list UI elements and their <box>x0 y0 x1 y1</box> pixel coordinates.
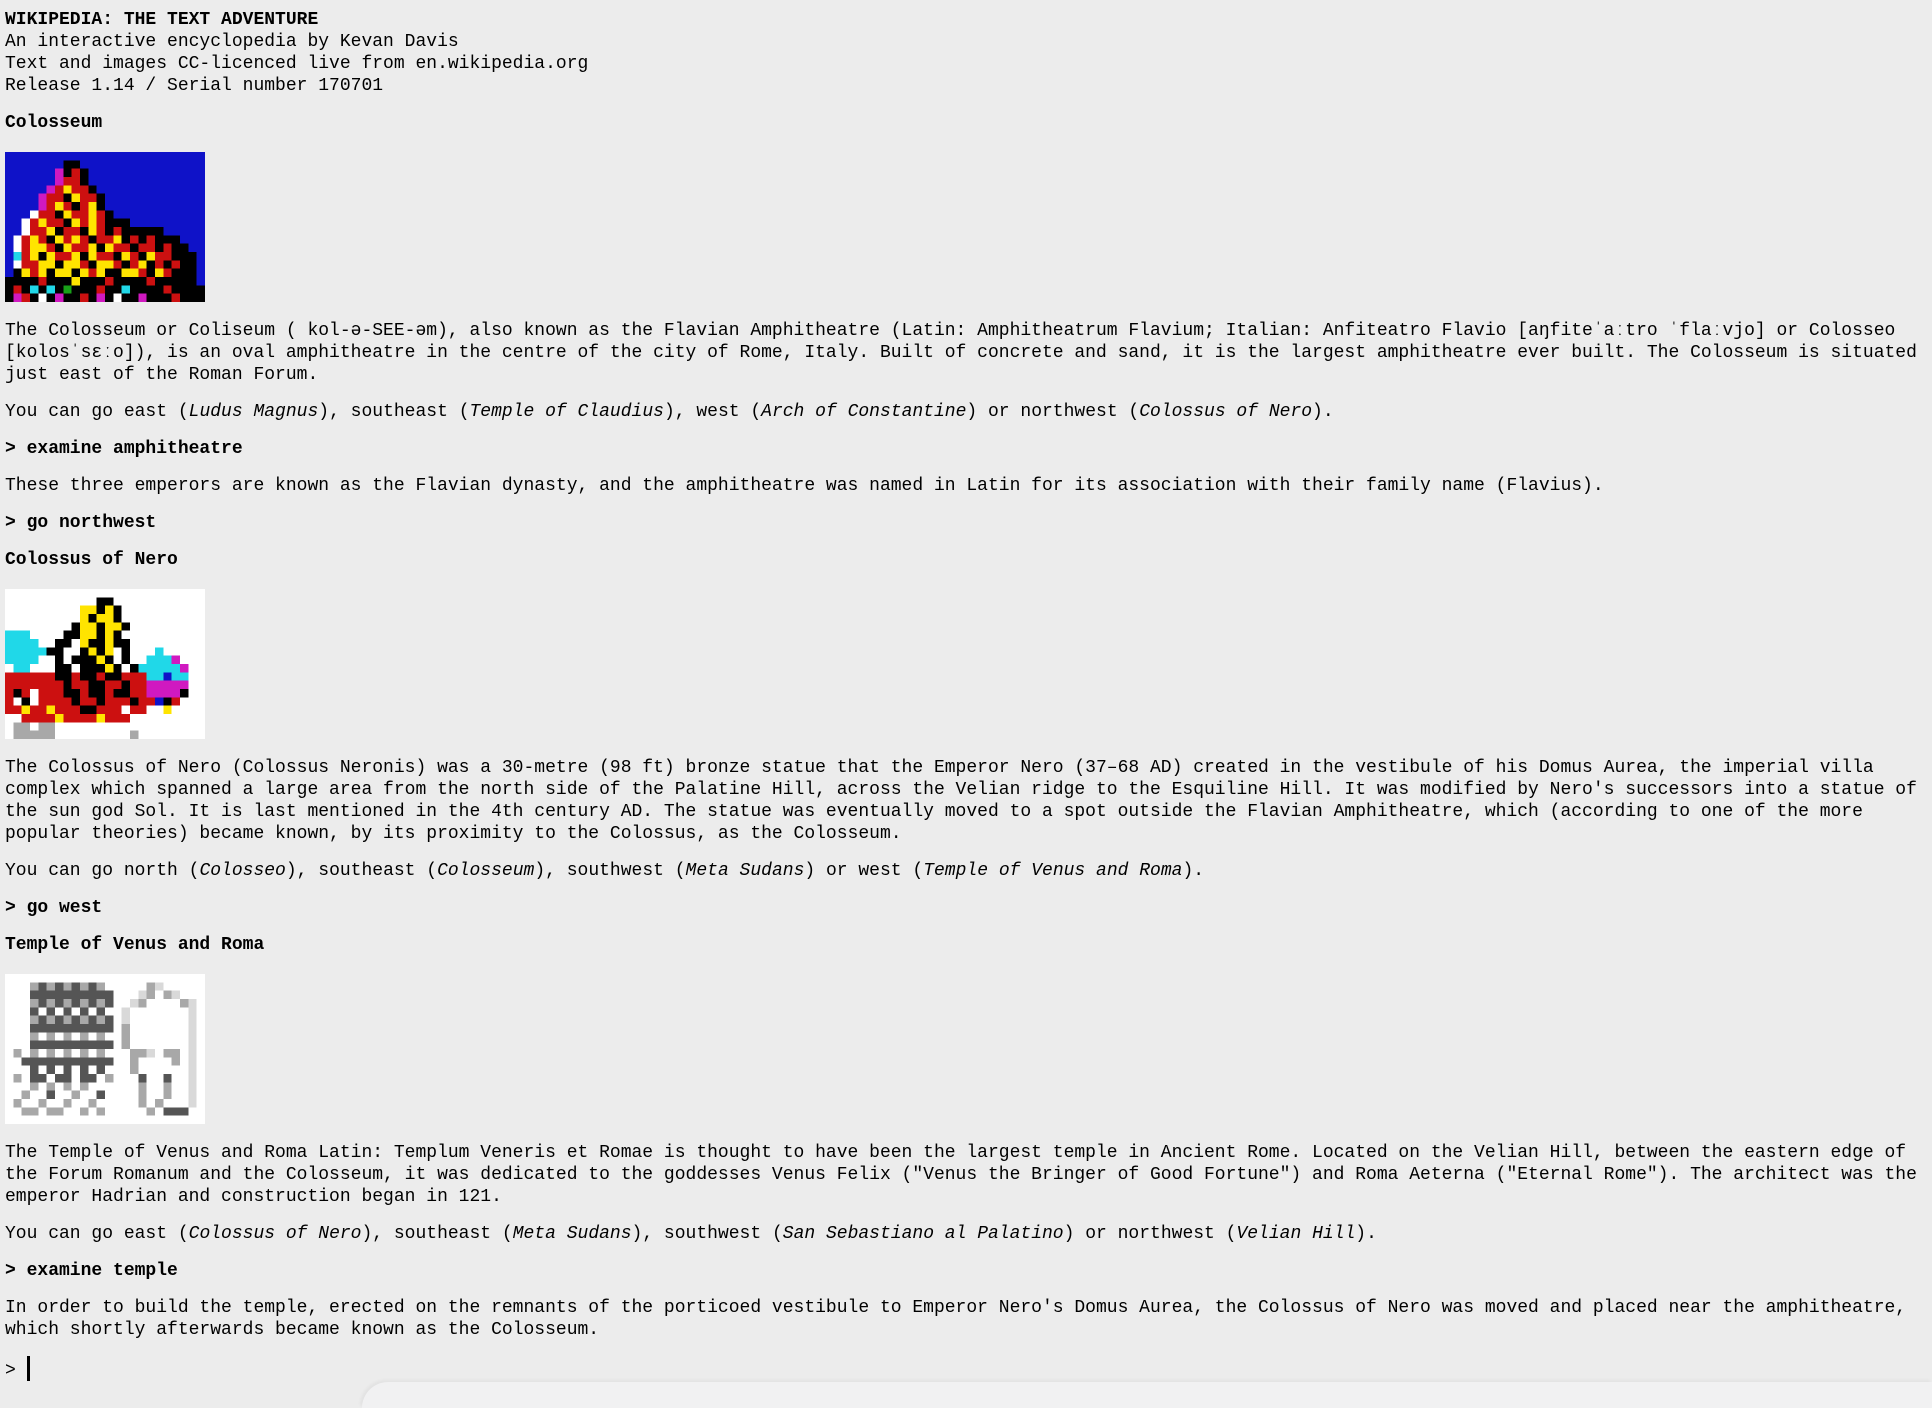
prompt-character: > <box>5 1361 16 1381</box>
room-title-colossus-of-nero: Colossus of Nero <box>5 550 178 570</box>
text-cursor <box>27 1356 30 1381</box>
bottom-window-artifact <box>362 1382 1932 1408</box>
room-image-colosseum <box>5 152 205 302</box>
command-go-west: > go west <box>5 898 103 918</box>
room-description-temple-of-venus-and-roma: The Temple of Venus and Roma Latin: Templum Veneris et Romae is thought to have been the largest temple in Ancient Rome. Located on the Velian Hill, between the eastern edge of the Forum Romanum and the Colosseum, it was dedicated to the goddesses Venus Felix ("Venus the Bringer of Good Fortune") and Roma Aeterna ("Eternal Rome"). The architect was the emperor Hadrian and construction began in 121. <box>5 1143 1917 1207</box>
room-image-colossus-of-nero <box>5 589 205 739</box>
room-image-temple-of-venus-and-roma <box>5 974 205 1124</box>
room-exits-colossus-of-nero: You can go north (Colosseo), southeast (Colosseum), southwest (Meta Sudans) or west (Temple of Venus and Roma). <box>5 861 1205 881</box>
game-title: WIKIPEDIA: THE TEXT ADVENTURE <box>5 10 319 30</box>
room-exits-colosseum: You can go east (Ludus Magnus), southeast (Temple of Claudius), west (Arch of Constantine) or northwest (Colossus of Nero). <box>5 402 1334 422</box>
response-examine-temple: In order to build the temple, erected on the remnants of the porticoed vestibule to Emperor Nero's Domus Aurea, the Colossus of Nero was moved and placed near the amphitheatre, which shortly afterwards became known as the Colosseum. <box>5 1298 1907 1340</box>
game-header <box>5 9 1927 97</box>
game-license-line: Text and images CC-licenced live from en.wikipedia.org <box>5 54 589 74</box>
room-description-colossus-of-nero: The Colossus of Nero (Colossus Neronis) was a 30-metre (98 ft) bronze statue that the Emperor Nero (37–68 AD) created in the vestibule of his Domus Aurea, the imperial villa complex which spanned a large area from the north side of the Palatine Hill, across the Velian ridge to the Esquiline Hill. It was modified by Nero's successors into a statue of the sun god Sol. It is last mentioned in the 4th century AD. The statue was eventually moved to a spot outside the Flavian Amphitheatre, which (according to one of the more popular theories) became known, by its proximity to the Colossus, as the Colosseum. <box>5 758 1917 844</box>
room-title-colosseum: Colosseum <box>5 113 103 133</box>
command-go-northwest: > go northwest <box>5 513 157 533</box>
game-release-line: Release 1.14 / Serial number 170701 <box>5 76 384 96</box>
room-description-colosseum: The Colosseum or Coliseum ( kol-ə-SEE-əm), also known as the Flavian Amphitheatre (Latin: Amphitheatrum Flavium; Italian: Anfiteatro Flavio [aŋfiteˈaːtro ˈflaːvjo] or Colosseo [kolosˈsɛːo]), is an oval amphitheatre in the centre of the city of Rome, Italy. Built of concrete and sand, it is the largest amphitheatre ever built. The Colosseum is situated just east of the Roman Forum. <box>5 321 1917 385</box>
response-examine-amphitheatre: These three emperors are known as the Flavian dynasty, and the amphitheatre was named in Latin for its association with their family name (Flavius). <box>5 476 1604 496</box>
command-examine-amphitheatre: > examine amphitheatre <box>5 439 243 459</box>
command-examine-temple: > examine temple <box>5 1261 178 1281</box>
command-prompt[interactable] <box>5 1356 1927 1382</box>
room-title-temple-of-venus-and-roma: Temple of Venus and Roma <box>5 935 265 955</box>
game-subtitle: An interactive encyclopedia by Kevan Davis <box>5 32 459 52</box>
room-exits-temple-of-venus-and-roma: You can go east (Colossus of Nero), southeast (Meta Sudans), southwest (San Sebastiano al Palatino) or northwest (Velian Hill). <box>5 1224 1377 1244</box>
